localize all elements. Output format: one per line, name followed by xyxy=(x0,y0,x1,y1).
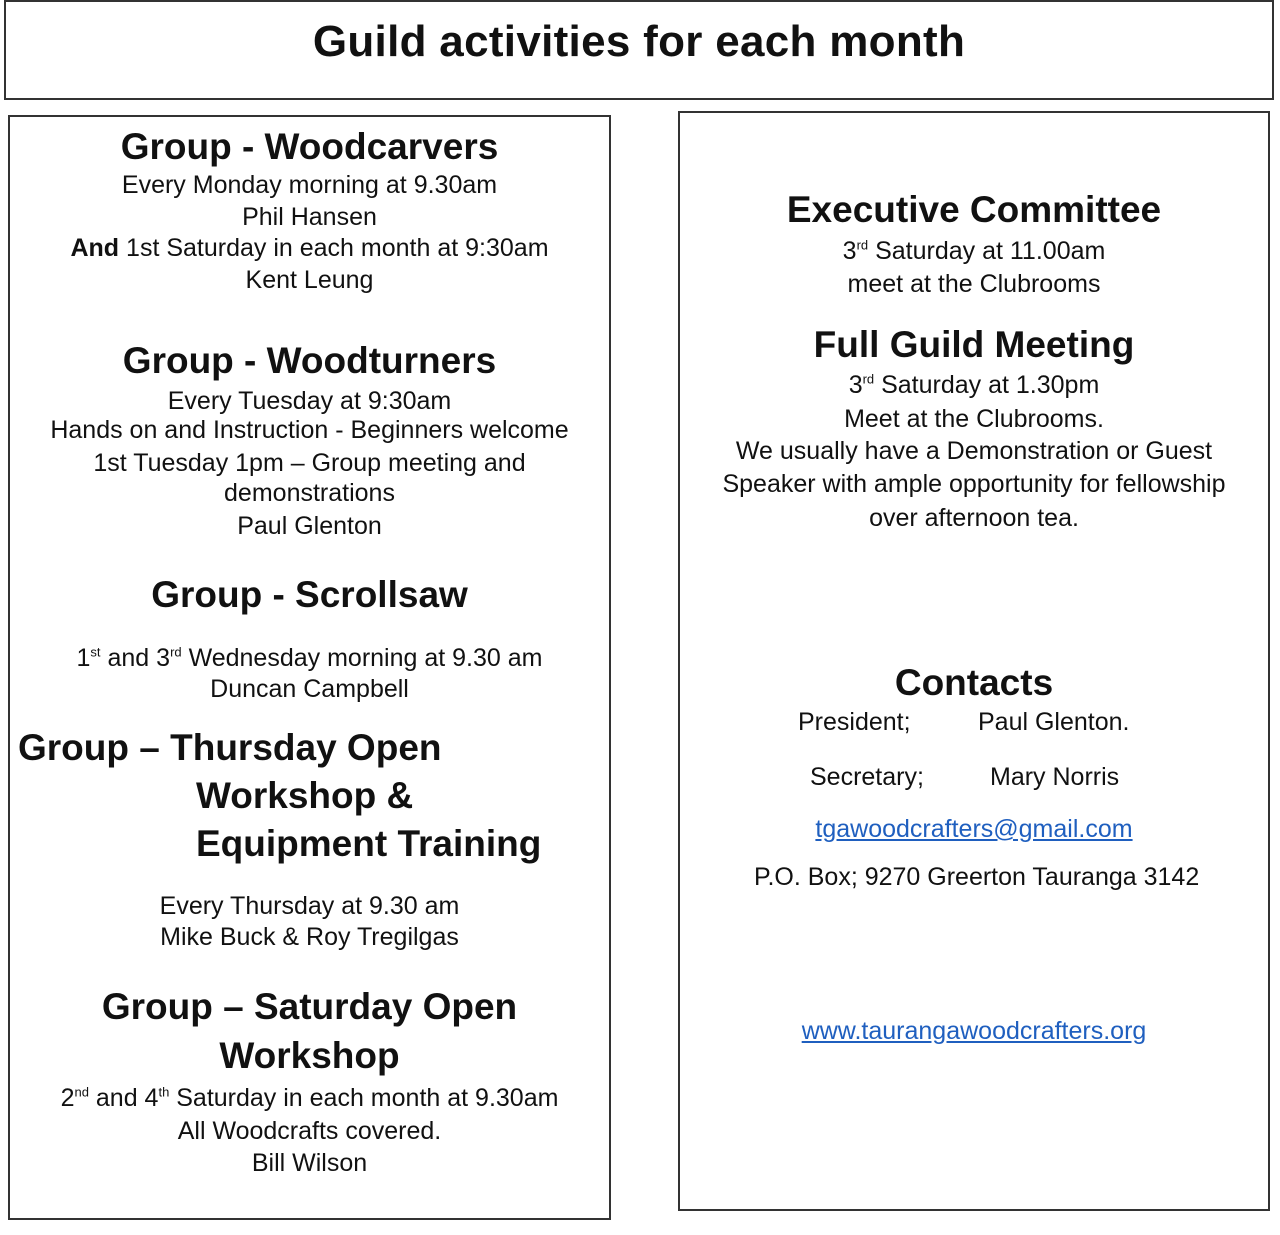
thursday-heading-line3: Equipment Training xyxy=(196,823,542,864)
woodturners-meeting: 1st Tuesday 1pm – Group meeting and xyxy=(93,449,526,477)
executive-sup: rd xyxy=(856,237,869,253)
woodcarvers-schedule: Every Monday morning at 9.30am xyxy=(121,171,498,199)
email-link[interactable]: tgawoodcrafters@gmail.com xyxy=(815,815,1133,843)
page-title: Guild activities for each month xyxy=(312,17,966,66)
saturday-n1: 2 xyxy=(60,1084,75,1112)
right-info-panel xyxy=(678,111,1270,1211)
scrollsaw-sup2: rd xyxy=(170,644,182,660)
website-link[interactable]: www.taurangawoodcrafters.org xyxy=(801,1017,1147,1045)
scrollsaw-schedule xyxy=(10,643,609,674)
thursday-heading-line1: Group – Thursday Open xyxy=(18,727,442,768)
thursday-heading xyxy=(18,724,609,868)
full-guild-sup: rd xyxy=(862,371,875,387)
saturday-heading-line1: Group – Saturday Open xyxy=(101,986,518,1027)
woodcarvers-contact-1: Phil Hansen xyxy=(242,203,377,231)
woodturners-contact: Paul Glenton xyxy=(237,512,382,540)
full-guild-schedule xyxy=(680,370,1268,401)
contacts-heading: Contacts xyxy=(894,662,1054,703)
woodturners-demonstrations: demonstrations xyxy=(224,479,395,507)
saturday-sup1: nd xyxy=(74,1084,89,1100)
president-name: Paul Glenton. xyxy=(978,708,1130,736)
title-box xyxy=(4,0,1274,100)
full-guild-location: Meet at the Clubrooms. xyxy=(844,405,1104,433)
thursday-contact: Mike Buck & Roy Tregilgas xyxy=(160,923,459,951)
scrollsaw-n2: and 3 xyxy=(100,644,171,672)
saturday-contact: Bill Wilson xyxy=(251,1149,368,1177)
executive-location: meet at the Clubrooms xyxy=(847,270,1101,298)
woodcarvers-contact-2: Kent Leung xyxy=(245,266,374,294)
left-activities-panel xyxy=(8,115,611,1220)
thursday-heading-line2: Workshop & xyxy=(196,775,414,816)
full-guild-desc-1: We usually have a Demonstration or Guest xyxy=(735,437,1213,465)
thursday-schedule: Every Thursday at 9.30 am xyxy=(159,892,460,920)
secretary-label: Secretary; xyxy=(810,763,924,791)
and-bold: And xyxy=(70,234,120,262)
email-row xyxy=(680,814,1268,845)
full-guild-desc-3: over afternoon tea. xyxy=(869,504,1079,532)
full-guild-heading: Full Guild Meeting xyxy=(813,324,1135,365)
saturday-heading-line2: Workshop xyxy=(219,1035,400,1076)
saturday-sup2: th xyxy=(158,1084,170,1100)
secretary-name: Mary Norris xyxy=(990,763,1120,791)
woodcarvers-heading: Group - Woodcarvers xyxy=(120,126,499,167)
full-guild-n: 3 xyxy=(848,371,863,399)
woodcarvers-schedule-2-text: 1st Saturday in each month at 9:30am xyxy=(119,234,549,262)
woodcarvers-schedule-2 xyxy=(10,233,609,264)
scrollsaw-n1: 1 xyxy=(76,644,91,672)
woodturners-instruction: Hands on and Instruction - Beginners welcome xyxy=(50,416,569,444)
executive-rest: Saturday at 11.00am xyxy=(868,237,1106,265)
president-label: President; xyxy=(798,708,911,736)
scrollsaw-contact: Duncan Campbell xyxy=(210,675,409,703)
executive-n: 3 xyxy=(842,237,857,265)
saturday-schedule xyxy=(10,1083,609,1114)
scrollsaw-heading: Group - Scrollsaw xyxy=(151,574,468,615)
woodturners-heading: Group - Woodturners xyxy=(122,340,497,381)
scrollsaw-rest: Wednesday morning at 9.30 am xyxy=(181,644,543,672)
woodturners-schedule: Every Tuesday at 9:30am xyxy=(167,387,452,415)
scrollsaw-sup1: st xyxy=(90,644,101,660)
full-guild-rest: Saturday at 1.30pm xyxy=(874,371,1100,399)
executive-schedule xyxy=(680,236,1268,267)
executive-heading: Executive Committee xyxy=(786,189,1162,230)
saturday-description: All Woodcrafts covered. xyxy=(177,1117,442,1145)
saturday-n2: and 4 xyxy=(88,1084,159,1112)
saturday-rest: Saturday in each month at 9.30am xyxy=(169,1084,559,1112)
full-guild-desc-2: Speaker with ample opportunity for fellowship xyxy=(722,470,1226,498)
website-row xyxy=(680,1016,1268,1047)
po-box: P.O. Box; 9270 Greerton Tauranga 3142 xyxy=(754,863,1200,891)
